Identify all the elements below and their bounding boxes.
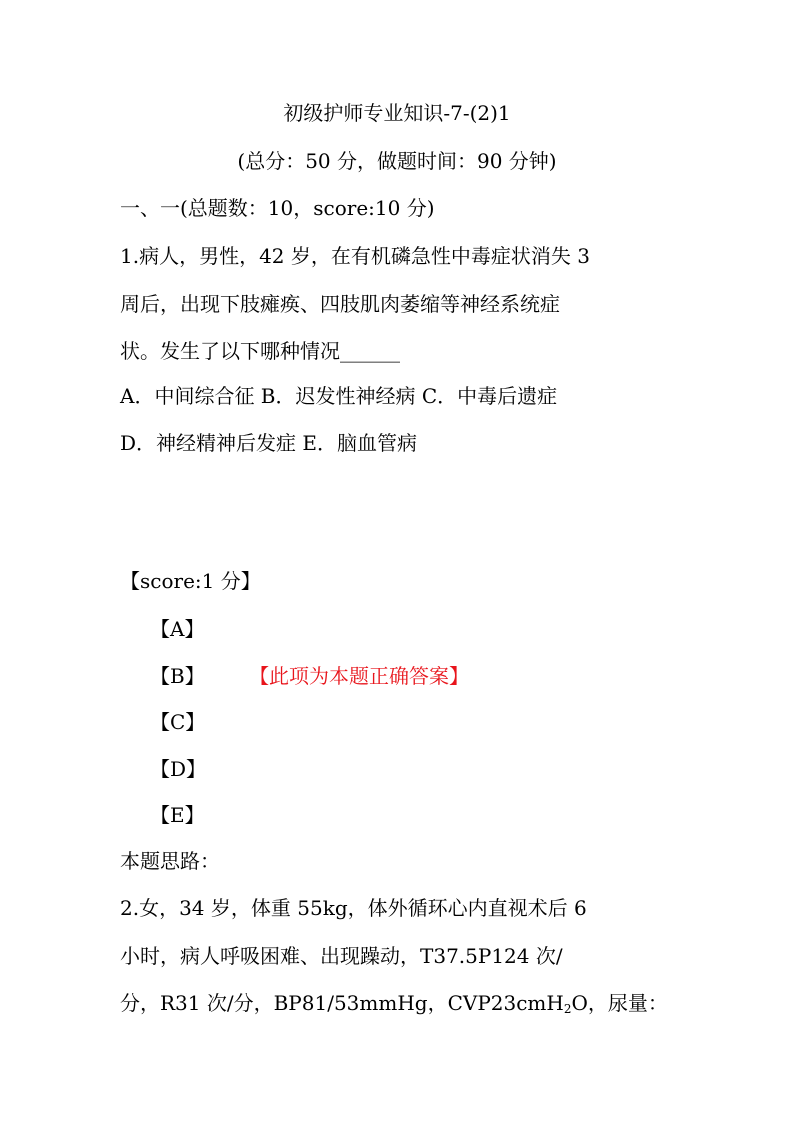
- explanation-label: 本题思路：: [120, 849, 220, 873]
- section-heading: 一、一(总题数：10，score:10 分): [120, 196, 435, 220]
- document-title: 初级护师专业知识-7-(2)1: [283, 101, 511, 125]
- choice-b: [150, 663, 469, 689]
- question-1-line-2: 周后，出现下肢瘫痪、四肢肌肉萎缩等神经系统症: [120, 292, 560, 316]
- subscript-2: 2: [563, 1002, 572, 1016]
- question-2-line-2: 小时，病人呼吸困难、出现躁动，T37.5P124 次/: [120, 944, 563, 968]
- document-subtitle: (总分：50 分，做题时间：90 分钟): [237, 149, 557, 173]
- question-1-options-line-1: A．中间综合征 B．迟发性神经病 C．中毒后遗症: [120, 384, 558, 408]
- question-1-options-line-2: D．神经精神后发症 E．脑血管病: [120, 431, 417, 455]
- choice-c: 【C】: [150, 710, 206, 734]
- question-1-line-1: 1.病人，男性，42 岁，在有机磷急性中毒症状消失 3: [120, 244, 590, 268]
- question-2-line-1: 2.女，34 岁，体重 55kg，体外循环心内直视术后 6: [120, 896, 587, 920]
- question-1-score: 【score:1 分】: [120, 569, 261, 593]
- choice-d: 【D】: [150, 757, 207, 781]
- question-1-line-3: 状。发生了以下哪种情况______: [120, 339, 400, 363]
- question-2-line-3-post: O，尿量：: [571, 991, 668, 1015]
- choice-a: 【A】: [150, 617, 205, 641]
- question-2-line-3: [120, 990, 668, 1022]
- choice-e: 【E】: [150, 803, 205, 827]
- choice-b-label: 【B】: [150, 664, 205, 688]
- correct-answer-note: 【此项为本题正确答案】: [249, 664, 470, 688]
- question-2-line-3-pre: 分，R31 次/分，BP81/53mmHg，CVP23cmH: [120, 991, 564, 1015]
